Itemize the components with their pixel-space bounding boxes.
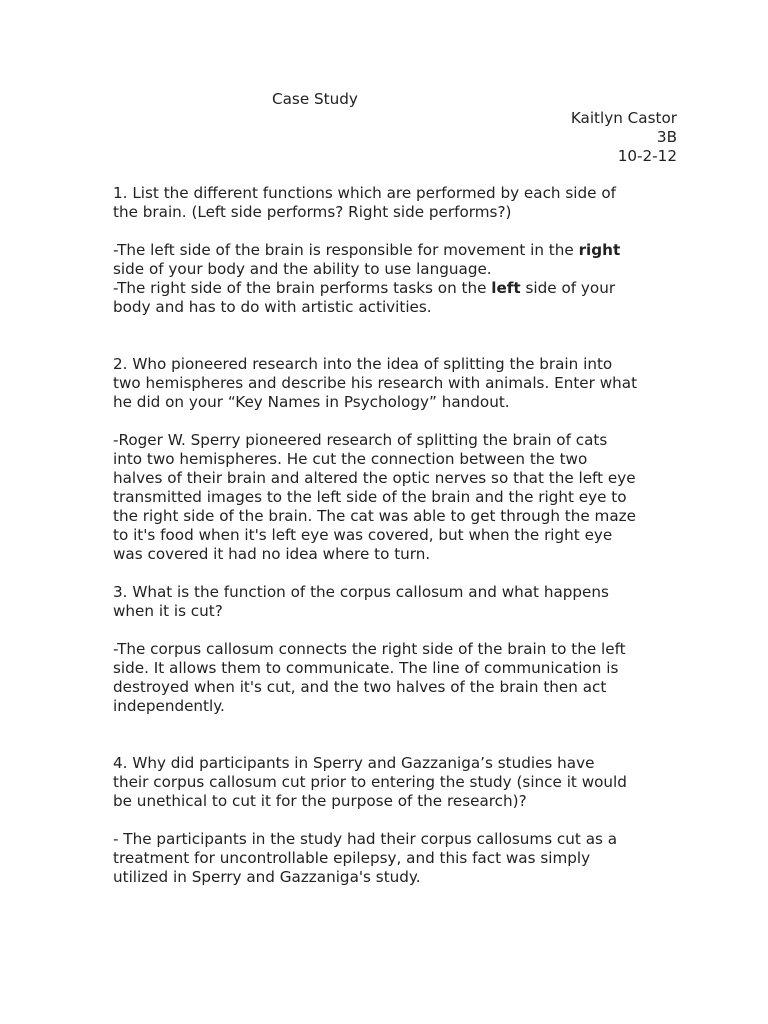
document-body xyxy=(113,184,691,887)
answer-line: - The participants in the study had their corpus callosums cut as a xyxy=(113,830,618,848)
answer-line xyxy=(113,279,691,298)
document-date: 10-2-12 xyxy=(617,147,677,165)
question-prompt-line: be unethical to cut it for the purpose of the research)? xyxy=(113,792,527,810)
emphasis-left: left xyxy=(491,279,521,297)
answer-line: was covered it had no idea where to turn. xyxy=(113,545,431,563)
answer-text: side of your xyxy=(520,279,616,297)
class-period: 3B xyxy=(656,128,677,146)
emphasis-right: right xyxy=(578,241,621,259)
answer-text: -The right side of the brain performs tasks on the xyxy=(113,279,492,297)
question-prompt-line: the brain. (Left side performs? Right side performs?) xyxy=(113,203,512,221)
answer-line: to it's food when it's left eye was covered, but when the right eye xyxy=(113,526,613,544)
question-prompt-line: 2. Who pioneered research into the idea of splitting the brain into xyxy=(113,355,613,373)
answer-line: independently. xyxy=(113,697,225,715)
answer-line: into two hemispheres. He cut the connection between the two xyxy=(113,450,588,468)
answer-line: destroyed when it's cut, and the two halves of the brain then act xyxy=(113,678,607,696)
answer-line: halves of their brain and altered the optic nerves so that the left eye xyxy=(113,469,636,487)
header-info xyxy=(571,109,677,166)
answer-line: side of your body and the ability to use language. xyxy=(113,260,492,278)
document-title: Case Study xyxy=(272,90,358,108)
answer-line xyxy=(113,241,691,260)
author-name: Kaitlyn Castor xyxy=(570,109,677,127)
question-prompt-line: 1. List the different functions which are performed by each side of xyxy=(113,184,616,202)
question-3 xyxy=(113,583,691,716)
answer-line: transmitted images to the left side of the brain and the right eye to xyxy=(113,488,627,506)
question-4 xyxy=(113,754,691,887)
answer-line: -Roger W. Sperry pioneered research of splitting the brain of cats xyxy=(113,431,608,449)
answer-line: -The corpus callosum connects the right side of the brain to the left xyxy=(113,640,626,658)
question-prompt-line: two hemispheres and describe his research with animals. Enter what xyxy=(113,374,638,392)
question-prompt-line: he did on your “Key Names in Psychology” handout. xyxy=(113,393,510,411)
question-1 xyxy=(113,184,691,317)
answer-line: body and has to do with artistic activities. xyxy=(113,298,432,316)
answer-line: treatment for uncontrollable epilepsy, and this fact was simply xyxy=(113,849,591,867)
question-2 xyxy=(113,355,691,564)
answer-line: utilized in Sperry and Gazzaniga's study. xyxy=(113,868,421,886)
question-prompt-line: 4. Why did participants in Sperry and Gazzaniga’s studies have xyxy=(113,754,595,772)
question-prompt-line: 3. What is the function of the corpus callosum and what happens xyxy=(113,583,609,601)
answer-text: -The left side of the brain is responsible for movement in the xyxy=(113,241,579,259)
answer-line: side. It allows them to communicate. The line of communication is xyxy=(113,659,619,677)
question-prompt-line: their corpus callosum cut prior to entering the study (since it would xyxy=(113,773,627,791)
question-prompt-line: when it is cut? xyxy=(113,602,223,620)
answer-line: the right side of the brain. The cat was able to get through the maze xyxy=(113,507,636,525)
